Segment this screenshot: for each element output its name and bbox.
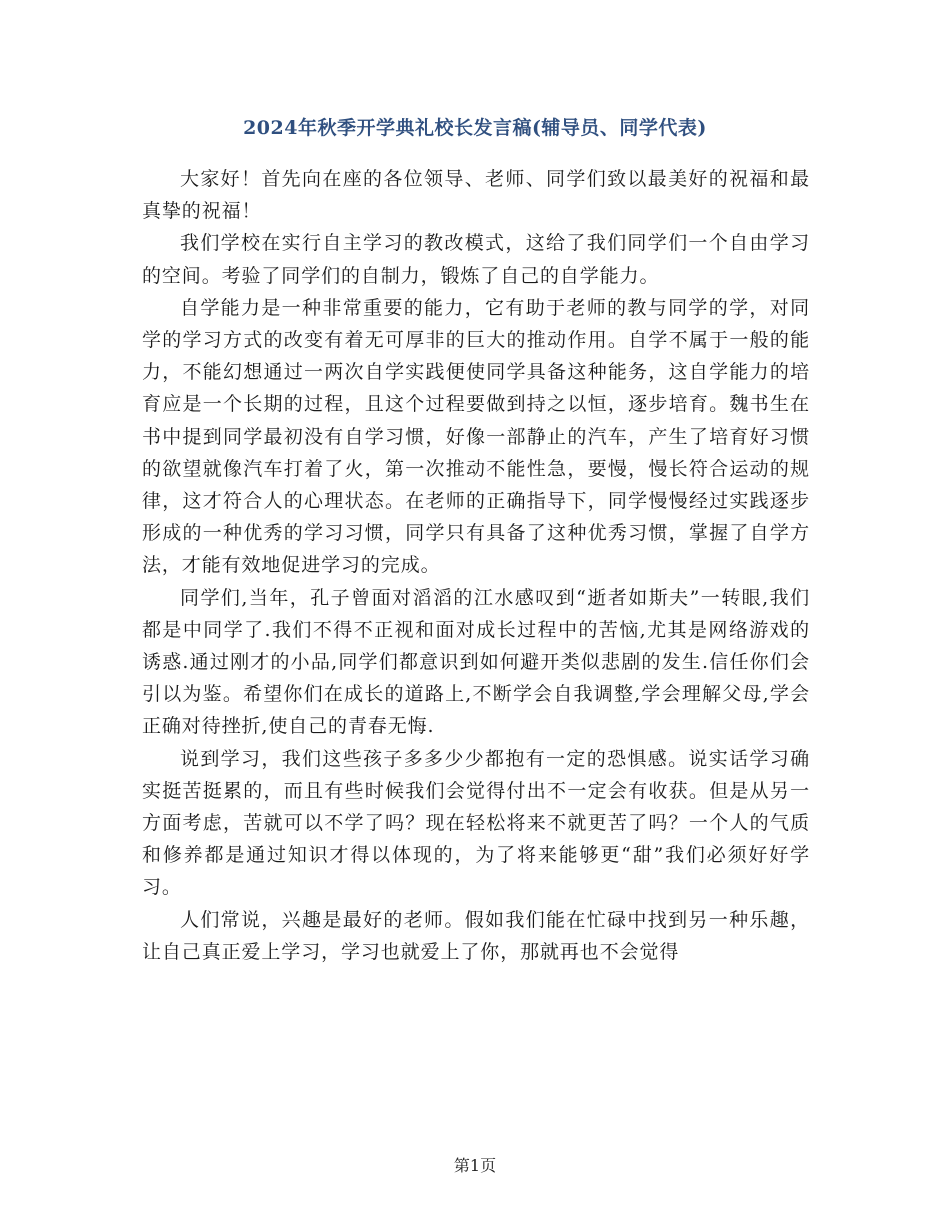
paragraph-self-study-ability: 自学能力是一种非常重要的能力，它有助于老师的教与同学的学，对同学的学习方式的改变有着无可厚非的巨大的推动作用。自学不属于一般的能力，不能幻想通过一两次自学实践便使同学具备这种能务，这自学能力的培育应是一个长期的过程，且这个过程要做到持之以恒，逐步培育。魏书生在书中提到同学最初没有自学习惯，好像一部静止的汽车，产生了培育好习惯的欲望就像汽车打着了火，第一次推动不能性急，要慢，慢长符合运动的规律，这才符合人的心理状态。在老师的正确指导下，同学慢慢经过实践逐步形成的一种优秀的学习习惯，同学只有具备了这种优秀习惯，掌握了自学方法，才能有效地促进学习的完成。 bbox=[142, 296, 810, 577]
page-number: 第1页 bbox=[453, 1156, 497, 1175]
paragraph-self-study-model: 我们学校在实行自主学习的教改模式，这给了我们同学们一个自由学习的空间。考验了同学们的自制力，锻炼了自己的自学能力。 bbox=[142, 232, 810, 287]
paragraph-learning: 说到学习，我们这些孩子多多少少都抱有一定的恐惧感。说实话学习确实挺苦挺累的，而且有些时候我们会觉得付出不一定会有收获。但是从另一方面考虑，苦就可以不学了吗？现在轻松将来不就更苦了吗？一个人的气质和修养都是通过知识才得以体现的，为了将来能够更“甜”我们必须好好学习。 bbox=[142, 747, 810, 899]
paragraph-greeting: 大家好！首先向在座的各位领导、老师、同学们致以最美好的祝福和最真挚的祝福！ bbox=[142, 168, 810, 223]
document-title: 2024年秋季开学典礼校长发言稿(辅导员、同学代表) bbox=[243, 117, 707, 139]
paragraph-growth: 同学们,当年，孔子曾面对滔滔的江水感叹到“逝者如斯夫”一转眼,我们都是中同学了.我们不得不正视和面对成长过程中的苦恼,尤其是网络游戏的诱惑.通过刚才的小品,同学们都意识到如何避开类似悲剧的发生.信任你们会引以为鉴。希望你们在成长的道路上,不断学会自我调整,学会理解父母,学会正确对待挫折,使自己的青春无悔. bbox=[142, 586, 810, 738]
paragraph-interest: 人们常说，兴趣是最好的老师。假如我们能在忙碌中找到另一种乐趣，让自己真正爱上学习，学习也就爱上了你，那就再也不会觉得 bbox=[142, 908, 810, 963]
document-body bbox=[142, 163, 810, 968]
